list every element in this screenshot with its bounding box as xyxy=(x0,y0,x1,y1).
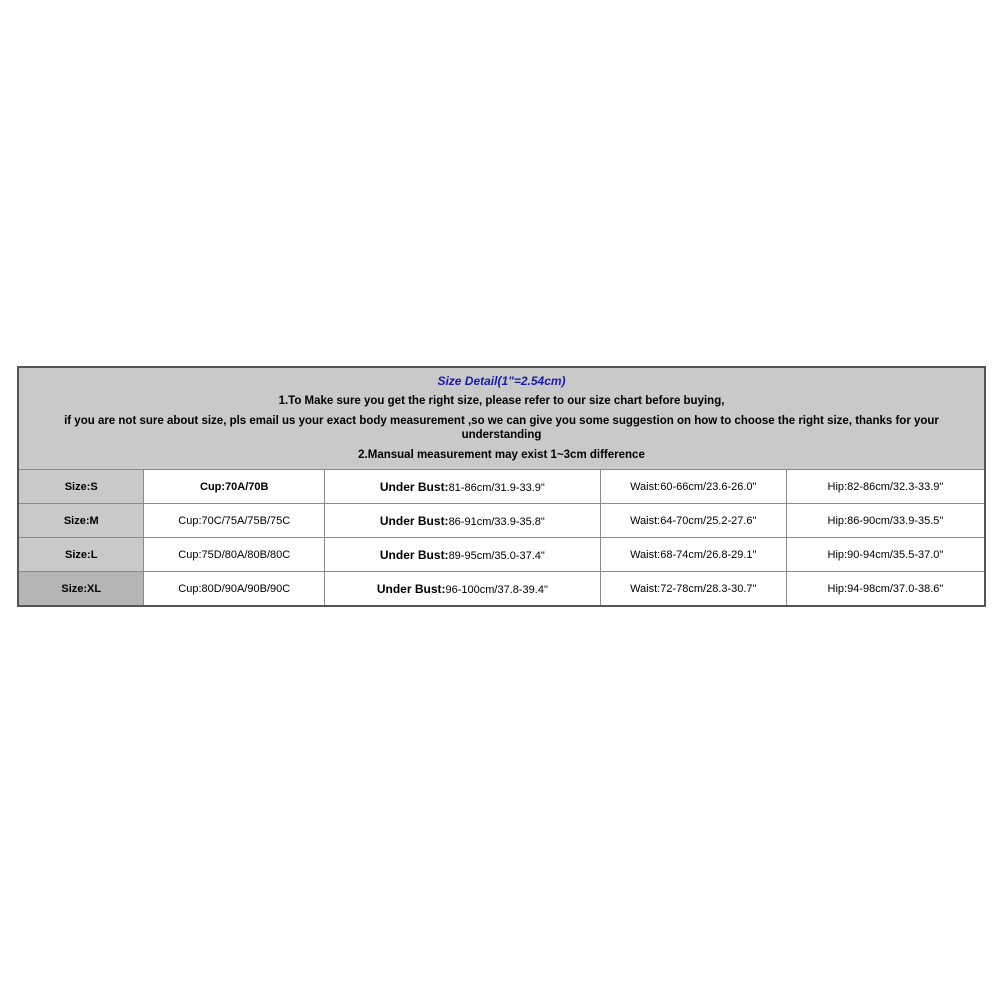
waist-label: Waist: xyxy=(630,582,661,595)
cup-label: Cup: xyxy=(178,514,202,527)
under-bust-value: 96-100cm/37.8-39.4" xyxy=(445,583,548,596)
hip-value: 86-90cm/33.9-35.5" xyxy=(847,514,944,527)
hip-label: Hip: xyxy=(827,548,848,561)
under-bust-label: Under Bust: xyxy=(379,547,449,562)
waist-label: Waist: xyxy=(630,514,661,527)
under-bust-cell xyxy=(325,470,601,504)
under-bust-value: 81-86cm/31.9-33.9" xyxy=(448,481,545,494)
size-note-1: 1.To Make sure you get the right size, please refer to our size chart before buying, xyxy=(278,395,725,407)
hip-label: Hip: xyxy=(827,514,848,527)
hip-label: Hip: xyxy=(827,480,848,493)
size-note-3: 2.Mansual measurement may exist 1~3cm difference xyxy=(358,449,645,461)
cup-cell xyxy=(144,504,325,538)
waist-label: Waist: xyxy=(630,548,661,561)
hip-value: 90-94cm/35.5-37.0" xyxy=(847,548,944,561)
size-label: Size:M xyxy=(18,504,144,538)
cup-cell xyxy=(144,572,325,607)
waist-value: 72-78cm/28.3-30.7" xyxy=(660,582,757,595)
size-label: Size:L xyxy=(18,538,144,572)
cup-value: 70C/75A/75B/75C xyxy=(201,514,291,527)
hip-cell xyxy=(786,538,985,572)
size-label: Size:S xyxy=(18,470,144,504)
waist-cell xyxy=(600,504,786,538)
under-bust-cell xyxy=(325,572,601,607)
waist-value: 68-74cm/26.8-29.1" xyxy=(660,548,757,561)
under-bust-label: Under Bust: xyxy=(376,581,446,596)
under-bust-label: Under Bust: xyxy=(379,479,449,494)
size-chart-table xyxy=(17,366,986,607)
under-bust-cell xyxy=(325,538,601,572)
cup-cell xyxy=(144,538,325,572)
waist-value: 64-70cm/25.2-27.6" xyxy=(660,514,757,527)
waist-value: 60-66cm/23.6-26.0" xyxy=(660,480,757,493)
cup-label: Cup: xyxy=(178,582,202,595)
size-note-2: if you are not sure about size, pls email us your exact body measurement ,so we can give you some suggestion on how to choose the right size, thanks for your understanding xyxy=(64,415,939,441)
cup-cell xyxy=(144,470,325,504)
under-bust-cell xyxy=(325,504,601,538)
waist-cell xyxy=(600,470,786,504)
hip-label: Hip: xyxy=(827,582,848,595)
cup-value: 70A/70B xyxy=(225,480,269,493)
size-detail-title: Size Detail(1"=2.54cm) xyxy=(437,374,566,388)
size-chart-header xyxy=(18,367,985,470)
cup-label: Cup: xyxy=(200,480,226,493)
table-row xyxy=(18,572,985,607)
cup-value: 80D/90A/90B/90C xyxy=(201,582,291,595)
waist-cell xyxy=(600,572,786,607)
size-chart-header-row xyxy=(18,367,985,470)
under-bust-value: 86-91cm/33.9-35.8" xyxy=(448,515,545,528)
hip-cell xyxy=(786,504,985,538)
cup-value: 75D/80A/80B/80C xyxy=(201,548,291,561)
cup-label: Cup: xyxy=(178,548,202,561)
under-bust-label: Under Bust: xyxy=(379,513,449,528)
waist-cell xyxy=(600,538,786,572)
size-label: Size:XL xyxy=(18,572,144,607)
waist-label: Waist: xyxy=(630,480,661,493)
table-row xyxy=(18,504,985,538)
table-row xyxy=(18,538,985,572)
hip-value: 82-86cm/32.3-33.9" xyxy=(847,480,944,493)
hip-cell xyxy=(786,470,985,504)
under-bust-value: 89-95cm/35.0-37.4" xyxy=(448,549,545,562)
hip-value: 94-98cm/37.0-38.6" xyxy=(847,582,944,595)
hip-cell xyxy=(786,572,985,607)
table-row xyxy=(18,470,985,504)
